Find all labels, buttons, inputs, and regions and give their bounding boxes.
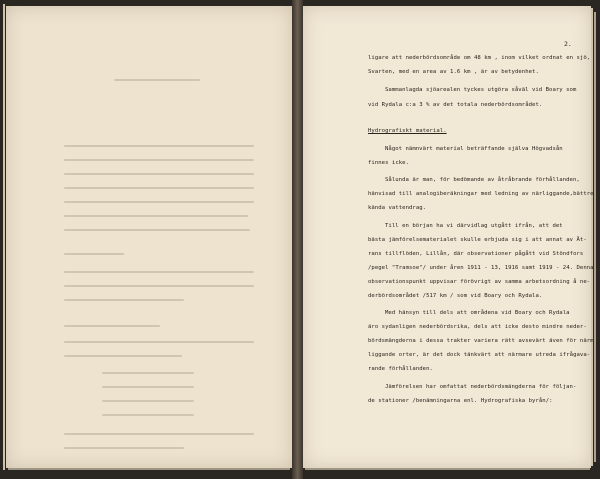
text-line: derbördsområdet /517 km / som vid Boary och Rydala. <box>368 293 543 299</box>
text-line: Sålunda är man, för bedömande av åtråbrande förhållanden, <box>385 177 580 183</box>
text-line: kända vattendrag. <box>368 205 427 211</box>
page-number: 2. <box>564 40 572 48</box>
text-line: Något nämnvärt material beträffande själva Högvadsån <box>385 146 563 152</box>
text-line: rande förhållanden. <box>368 366 433 372</box>
text-line: äro sydanligen nederbördsrika, dels att icke desto mindre neder- <box>368 324 587 330</box>
text-line: bästa jämförelsematerialet skulle erbjuda sig i att annat av Ät- <box>368 237 587 243</box>
text-line: bördsmängderna i dessa trakter variera rätt avsevärt även för närm <box>368 338 594 344</box>
text-line: hänvisad till analogiberäkningar med ledning av närliggande,bättre <box>368 191 594 197</box>
text-line: Med hänsyn till dels att områdena vid Boary och Rydala <box>385 310 570 316</box>
section-heading: Hydrografiskt material. <box>368 128 447 134</box>
text-line: observationspunkt uppvisar förövrigt av samma arbetsordning å ne- <box>368 279 591 285</box>
left-page <box>6 6 292 468</box>
text-line: /pegel "Tramsoe"/ under åren 1911 - 13, 1916 samt 1919 - 24. Denna <box>368 265 594 271</box>
text-line: liggande orter, är det dock tänkvärt att närmare utreda ifrågava- <box>368 352 591 358</box>
text-line: finnes icke. <box>368 160 410 166</box>
text-line: Svarten, med en area av 1.6 km , är av betydenhet. <box>368 69 539 75</box>
text-line: rans tillflöden, Lillån, där observationer pågått vid Stöndfors <box>368 251 584 257</box>
text-line: Sammanlagda sjöarealen tyckes utgöra såväl vid Boary som <box>385 87 577 93</box>
text-line: ligare att nederbördsområde om 48 km , inom vilket ordnat en sjö, <box>368 55 591 61</box>
right-page <box>303 6 594 468</box>
book-gutter <box>292 0 303 479</box>
text-line: Jämförelsen har omfattat nederbördsmängderna för följan- <box>385 384 577 390</box>
text-line: vid Rydala c:a 3 % av det totala nederbördsområdet. <box>368 102 543 108</box>
text-line: de stationer /benämningarna enl. Hydrografiska byrån/: <box>368 398 553 404</box>
text-line: Till en början ha vi därvidlag utgått ifrån, att det <box>385 223 563 229</box>
